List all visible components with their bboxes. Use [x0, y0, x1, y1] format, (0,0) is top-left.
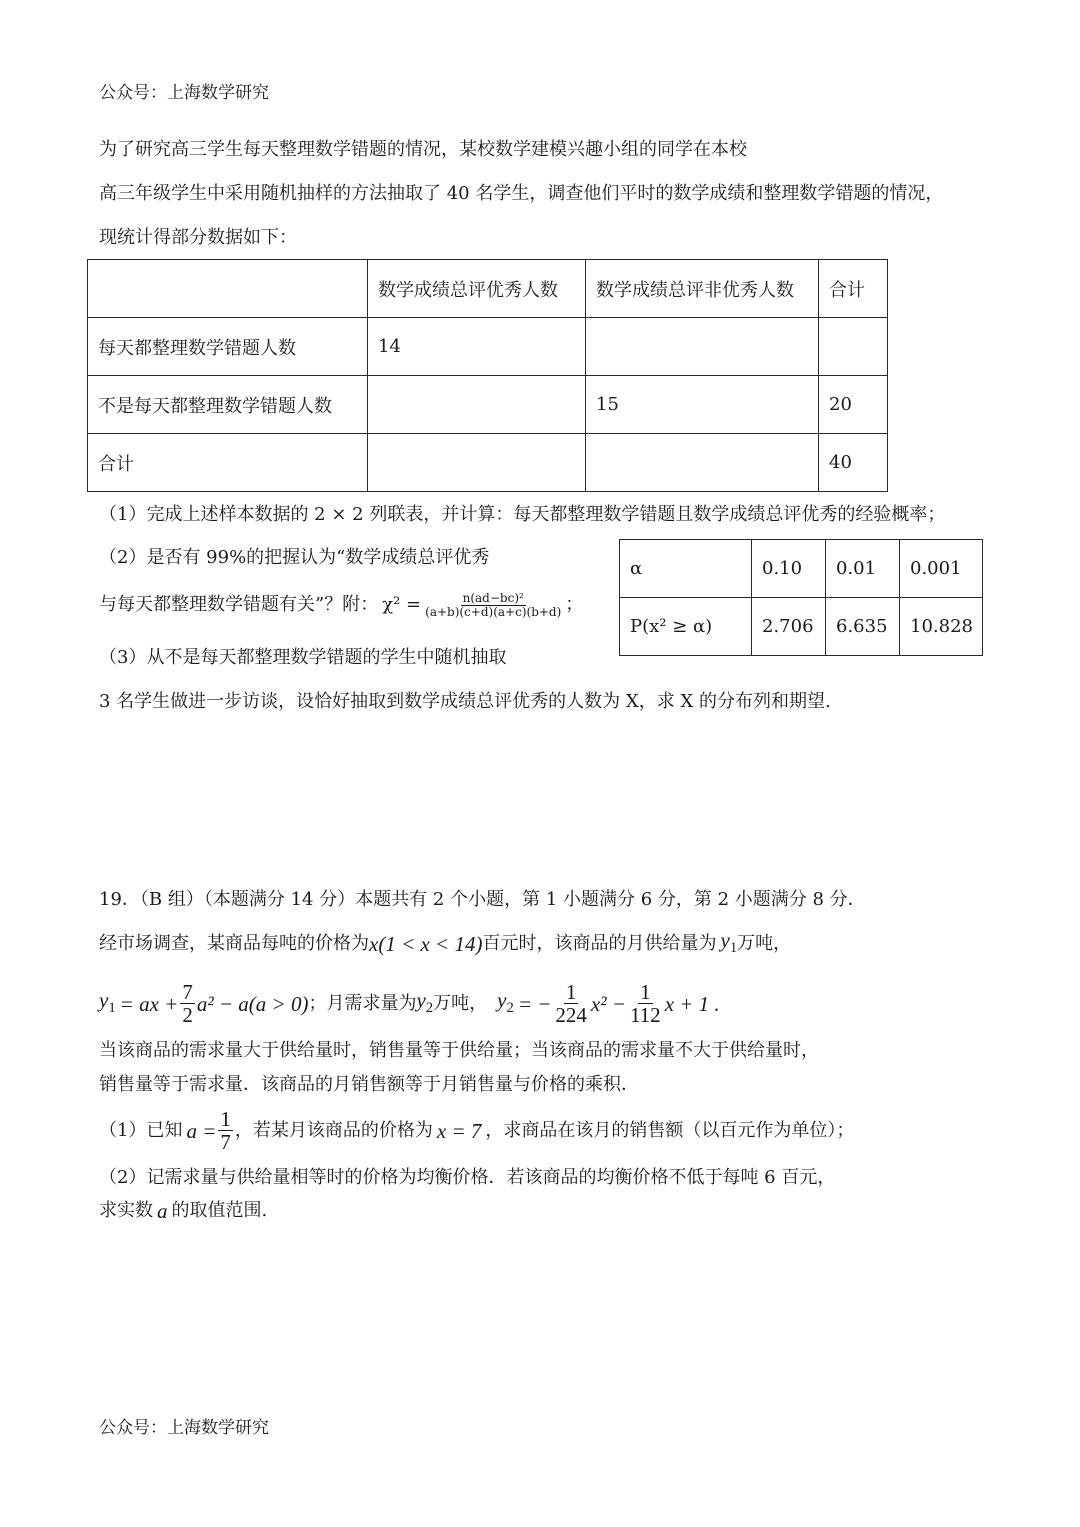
p19-q2-text-c: 的取值范围. [171, 1200, 268, 1221]
table-cell [368, 434, 586, 492]
p19-q2-text-b: 求实数 [99, 1200, 153, 1221]
p19-q1-text-c: ，求商品在该月的销售额（以百元作为单位）； [485, 1120, 855, 1141]
supply-eq-rest: a² − a(a > 0) [196, 992, 309, 1016]
header-source: 公众号：上海数学研究 [99, 83, 269, 103]
fraction-numerator: 1 [640, 979, 651, 1004]
p18-intro-line1: 为了研究高三学生每天整理数学错题的情况，某校数学建模兴趣小组的同学在本校 [99, 139, 747, 160]
p19-question-1 [99, 1106, 854, 1156]
y2-symbol [416, 988, 433, 1020]
y-symbol: y [720, 928, 730, 952]
formula-numerator: n(ad−bc)² [462, 591, 524, 605]
p19-question-2-line2 [99, 1199, 267, 1223]
table-cell: 15 [586, 376, 819, 434]
fraction-1-112 [628, 981, 663, 1027]
table-cell [88, 260, 368, 318]
table-header-cell: 数学成绩总评非优秀人数 [586, 260, 819, 318]
y-subscript: 1 [108, 1000, 116, 1017]
fraction-1-7 [218, 1108, 233, 1154]
demand-eq-x2: x² − [590, 992, 626, 1016]
p19-title: 19．（B 组）（本题满分 14 分）本题共有 2 个小题，第 1 小题满分 6 分，第 2 小题满分 8 分． [99, 889, 866, 910]
variable-a: a [157, 1199, 168, 1223]
table-row [88, 376, 888, 434]
table-cell: 0.10 [752, 540, 826, 598]
table-cell: 每天都整理数学错题人数 [88, 318, 368, 376]
fraction-denominator: 224 [555, 1002, 587, 1027]
y-symbol: y [497, 987, 507, 1012]
p19-line3: 当该商品的需求量大于供给量时，销售量等于供给量；当该商品的需求量不大于供给量时， [99, 1040, 819, 1061]
y-subscript: 2 [425, 1000, 434, 1017]
p19-line2 [99, 976, 720, 1032]
fraction-7-2 [180, 981, 195, 1027]
table-cell: 2.706 [752, 598, 826, 656]
fraction-numerator: 1 [220, 1106, 231, 1131]
formula-denominator: (a+b)(c+d)(a+c)(b+d) [425, 604, 562, 619]
p18-question-3-line1: （3）从不是每天都整理数学错题的学生中随机抽取 [99, 647, 507, 668]
table-header-cell: 数学成绩总评优秀人数 [368, 260, 586, 318]
p19-l1-text-b: 百元时，该商品的月供给量为 [482, 933, 717, 955]
formula-suffix: ； [565, 594, 584, 616]
a-equals: a = [186, 1119, 217, 1143]
p19-y1-symbol [720, 928, 737, 960]
fraction-denominator: 7 [220, 1129, 231, 1154]
p19-price-range: x(1 < x < 14) [369, 932, 483, 957]
table-cell: α [620, 540, 752, 598]
y1-symbol [99, 988, 116, 1020]
table-cell: 10.828 [900, 598, 983, 656]
table-header-cell: 合计 [819, 260, 888, 318]
p18-q2-prefix: 与每天都整理数学错题有关”？附： [99, 594, 379, 616]
table-row [620, 540, 983, 598]
supply-eq-part: = ax + [119, 992, 179, 1016]
p18-question-3-line2: 3 名学生做进一步访谈，设恰好抽取到数学成绩总评优秀的人数为 X，求 X 的分布列和期望. [99, 691, 831, 712]
critical-value-table [619, 539, 983, 656]
p19-line4: 销售量等于需求量．该商品的月销售额等于月销售量与价格的乘积． [99, 1074, 639, 1095]
table-cell [586, 318, 819, 376]
fraction-denominator: 2 [182, 1002, 193, 1027]
table-cell: 不是每天都整理数学错题人数 [88, 376, 368, 434]
p18-intro-line2: 高三年级学生中采用随机抽样的方法抽取了 40 名学生，调查他们平时的数学成绩和整理数学错题的情况， [99, 183, 944, 204]
y-subscript: 1 [729, 940, 738, 957]
p18-question-2-line1: （2）是否有 99%的把握认为“数学成绩总评优秀 [99, 547, 490, 568]
y-symbol: y [416, 987, 426, 1012]
p19-line1 [99, 928, 791, 960]
fraction-numerator: 7 [182, 979, 193, 1004]
contingency-table [87, 259, 888, 492]
table-cell: 合计 [88, 434, 368, 492]
table-cell: 0.001 [900, 540, 983, 598]
table-cell [586, 434, 819, 492]
p19-question-2-line1: （2）记需求量与供给量相等时的价格为均衡价格．若该商品的均衡价格不低于每吨 6 百元， [99, 1167, 836, 1188]
table-cell: 6.635 [826, 598, 900, 656]
p19-l1-text-a: 经市场调查，某商品每吨的价格为 [99, 933, 369, 955]
p18-intro-line3: 现统计得部分数据如下： [99, 227, 297, 248]
fraction-1-224 [553, 981, 589, 1027]
footer-source: 公众号：上海数学研究 [99, 1418, 269, 1438]
table-cell: 40 [819, 434, 888, 492]
demand-eq-end: x + 1 . [664, 992, 720, 1016]
table-cell: 0.01 [826, 540, 900, 598]
fraction-numerator: 1 [565, 979, 577, 1004]
table-row [88, 260, 888, 318]
p19-l1-text-c: 万吨， [737, 933, 792, 955]
p19-l2-text2: 万吨， [433, 993, 488, 1014]
table-cell [819, 318, 888, 376]
table-cell: 14 [368, 318, 586, 376]
p18-question-2-line2 [99, 592, 583, 619]
table-row [620, 598, 983, 656]
table-row [88, 318, 888, 376]
table-cell: 20 [819, 376, 888, 434]
chi-square-symbol: χ² = [382, 594, 422, 616]
y-symbol: y [99, 987, 109, 1012]
table-cell: P(x² ≥ α) [620, 598, 752, 656]
y2-symbol [497, 988, 514, 1020]
p19-q1-text-a: （1）已知 [99, 1120, 183, 1141]
y-subscript: 2 [506, 1000, 514, 1017]
p19-l2-text1: ；月需求量为 [308, 993, 417, 1014]
demand-eq-part: = − [517, 992, 552, 1016]
chi-square-formula [423, 592, 563, 619]
fraction-denominator: 112 [629, 1002, 661, 1027]
x-equals-7: x = 7 [436, 1119, 482, 1143]
p18-question-1: （1）完成上述样本数据的 2 × 2 列联表，并计算：每天都整理数学错题且数学成绩总评优秀的经验概率； [99, 504, 946, 525]
table-cell [368, 376, 586, 434]
table-row [88, 434, 888, 492]
p19-q1-text-b: ，若某月该商品的价格为 [234, 1120, 433, 1141]
